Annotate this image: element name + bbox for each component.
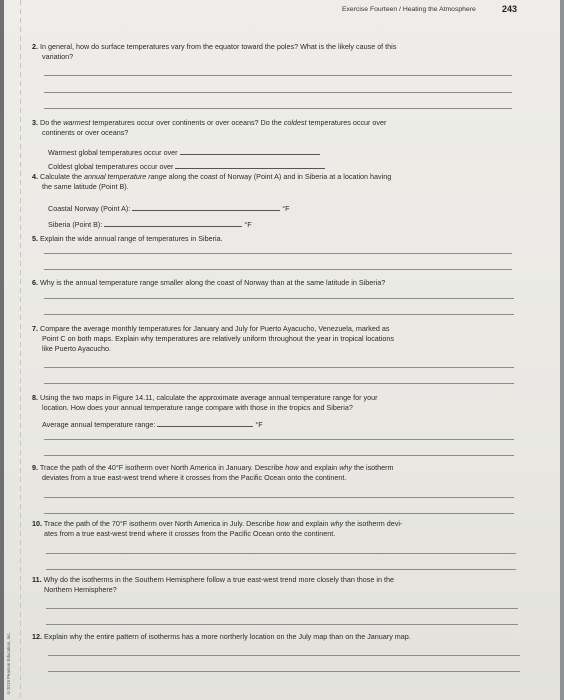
question-number: 9. — [32, 463, 38, 472]
question-number: 3. — [32, 118, 38, 127]
running-title: Exercise Fourteen / Heating the Atmosphere — [342, 6, 476, 13]
coldest-prompt — [48, 160, 325, 172]
question-number: 2. — [32, 42, 38, 51]
answer-line[interactable] — [44, 75, 512, 76]
answer-line[interactable] — [48, 655, 520, 656]
question-4-line-2: the same latitude (Point B). — [42, 182, 129, 191]
question-7-line-3: like Puerto Ayacucho. — [42, 344, 111, 353]
question-6 — [32, 278, 385, 288]
page-perforation — [20, 0, 21, 700]
question-text: Trace the path of the 40°F isotherm over North America in January. Describe — [39, 463, 286, 472]
question-text: and explain — [298, 463, 340, 472]
question-text: the isotherm devi- — [343, 519, 403, 528]
question-text: Why is the annual temperature range smaller along the coast of Norway than at the same latitude in Siberia? — [40, 278, 386, 287]
question-number: 8. — [32, 393, 38, 402]
unit-label: °F — [244, 220, 252, 229]
answer-line[interactable] — [44, 367, 514, 368]
question-text: Why do the isotherms in the Southern Hemisphere follow a true east-west trend more closely than those in the — [43, 575, 394, 584]
annual-range-field[interactable] — [157, 418, 253, 427]
question-text: and explain — [289, 519, 331, 528]
question-text: Trace the path of the 70°F isotherm over North America in July. Describe — [43, 519, 277, 528]
question-text: In general, how do surface temperatures vary from the equator toward the poles? What is the likely cause of this — [40, 42, 397, 51]
siberia-prompt — [48, 218, 252, 230]
page-number: 243 — [502, 4, 518, 14]
coastal-norway-prompt — [48, 202, 290, 214]
question-5 — [32, 234, 223, 244]
answer-line[interactable] — [44, 513, 514, 514]
question-2-line-2: variation? — [42, 52, 74, 61]
question-3-line-2: continents or over oceans? — [42, 128, 129, 137]
question-text: Calculate the — [40, 172, 84, 181]
question-9 — [32, 463, 394, 473]
field-label: Coldest global temperatures occur over — [48, 162, 174, 171]
answer-line[interactable] — [44, 92, 512, 93]
question-text: the isotherm — [351, 463, 394, 472]
emphasis-text: coldest — [283, 118, 307, 127]
coastal-norway-field[interactable] — [132, 202, 280, 211]
copyright-notice: ©2019 Pearson Education, Inc. — [6, 632, 11, 695]
question-number: 4. — [32, 172, 38, 181]
question-8-line-2: location. How does your annual temperature range compare with those in the tropics and Siberia? — [42, 403, 353, 412]
answer-line[interactable] — [46, 608, 518, 609]
answer-line[interactable] — [44, 383, 514, 384]
question-10-line-2: ates from a true east-west trend where it crosses from the Pacific Ocean onto the continent. — [44, 529, 336, 538]
question-text: Do the — [40, 118, 64, 127]
answer-line[interactable] — [44, 108, 512, 109]
question-10 — [32, 519, 402, 529]
answer-line[interactable] — [44, 269, 512, 270]
warmest-answer-field[interactable] — [180, 146, 320, 155]
question-number: 5. — [32, 234, 38, 243]
question-number: 11. — [32, 575, 42, 584]
question-text: along the coast of Norway (Point A) and in Siberia at a location having — [166, 172, 392, 181]
question-text: Explain why the entire pattern of isotherms has a more northerly location on the July map than on the January map. — [44, 632, 411, 641]
question-number: 6. — [32, 278, 38, 287]
question-7 — [32, 324, 389, 334]
question-7-line-2: Point C on both maps. Explain why temperatures are relatively uniform throughout the year in tropical locations — [42, 334, 394, 343]
emphasis-text: how — [276, 519, 290, 528]
question-number: 10. — [32, 519, 42, 528]
question-text: temperatures occur over continents or over oceans? Do the — [90, 118, 284, 127]
answer-line[interactable] — [48, 671, 520, 672]
question-text: temperatures occur over — [306, 118, 387, 127]
field-label: Warmest global temperatures occur over — [48, 148, 178, 157]
question-11 — [32, 575, 394, 585]
question-number: 7. — [32, 324, 38, 333]
question-text: Explain the wide annual range of temperatures in Siberia. — [40, 234, 223, 243]
emphasis-text: why — [339, 463, 352, 472]
question-12 — [32, 632, 411, 642]
workbook-page — [4, 0, 560, 700]
answer-line[interactable] — [44, 455, 514, 456]
field-label: Average annual temperature range: — [42, 420, 156, 429]
unit-label: °F — [282, 204, 290, 213]
question-number: 12. — [32, 632, 42, 641]
answer-line[interactable] — [44, 253, 512, 254]
answer-line[interactable] — [44, 497, 514, 498]
warmest-prompt — [48, 146, 320, 158]
question-11-line-2: Northern Hemisphere? — [44, 585, 117, 594]
question-text: Compare the average monthly temperatures for January and July for Puerto Ayacucho, Venezuela, marked as — [40, 324, 390, 333]
answer-line[interactable] — [44, 439, 514, 440]
answer-line[interactable] — [46, 569, 516, 570]
answer-line[interactable] — [46, 624, 518, 625]
answer-line[interactable] — [44, 298, 514, 299]
question-8 — [32, 393, 377, 403]
question-3 — [32, 118, 386, 128]
unit-label: °F — [255, 420, 263, 429]
field-label: Coastal Norway (Point A): — [48, 204, 131, 213]
coldest-answer-field[interactable] — [175, 160, 325, 169]
field-label: Siberia (Point B): — [48, 220, 103, 229]
emphasis-text: warmest — [63, 118, 91, 127]
emphasis-text: how — [285, 463, 299, 472]
question-9-line-2: deviates from a true east-west trend where it crosses from the Pacific Ocean onto the continent. — [42, 473, 347, 482]
question-2 — [32, 42, 396, 52]
emphasis-text: why — [330, 519, 344, 528]
annual-range-prompt — [42, 418, 263, 430]
answer-line[interactable] — [46, 553, 516, 554]
emphasis-text: annual temperature range — [83, 172, 167, 181]
question-text: Using the two maps in Figure 14.11, calculate the approximate average annual temperature range for your — [40, 393, 378, 402]
siberia-field[interactable] — [104, 218, 242, 227]
answer-line[interactable] — [44, 314, 514, 315]
question-4 — [32, 172, 391, 182]
